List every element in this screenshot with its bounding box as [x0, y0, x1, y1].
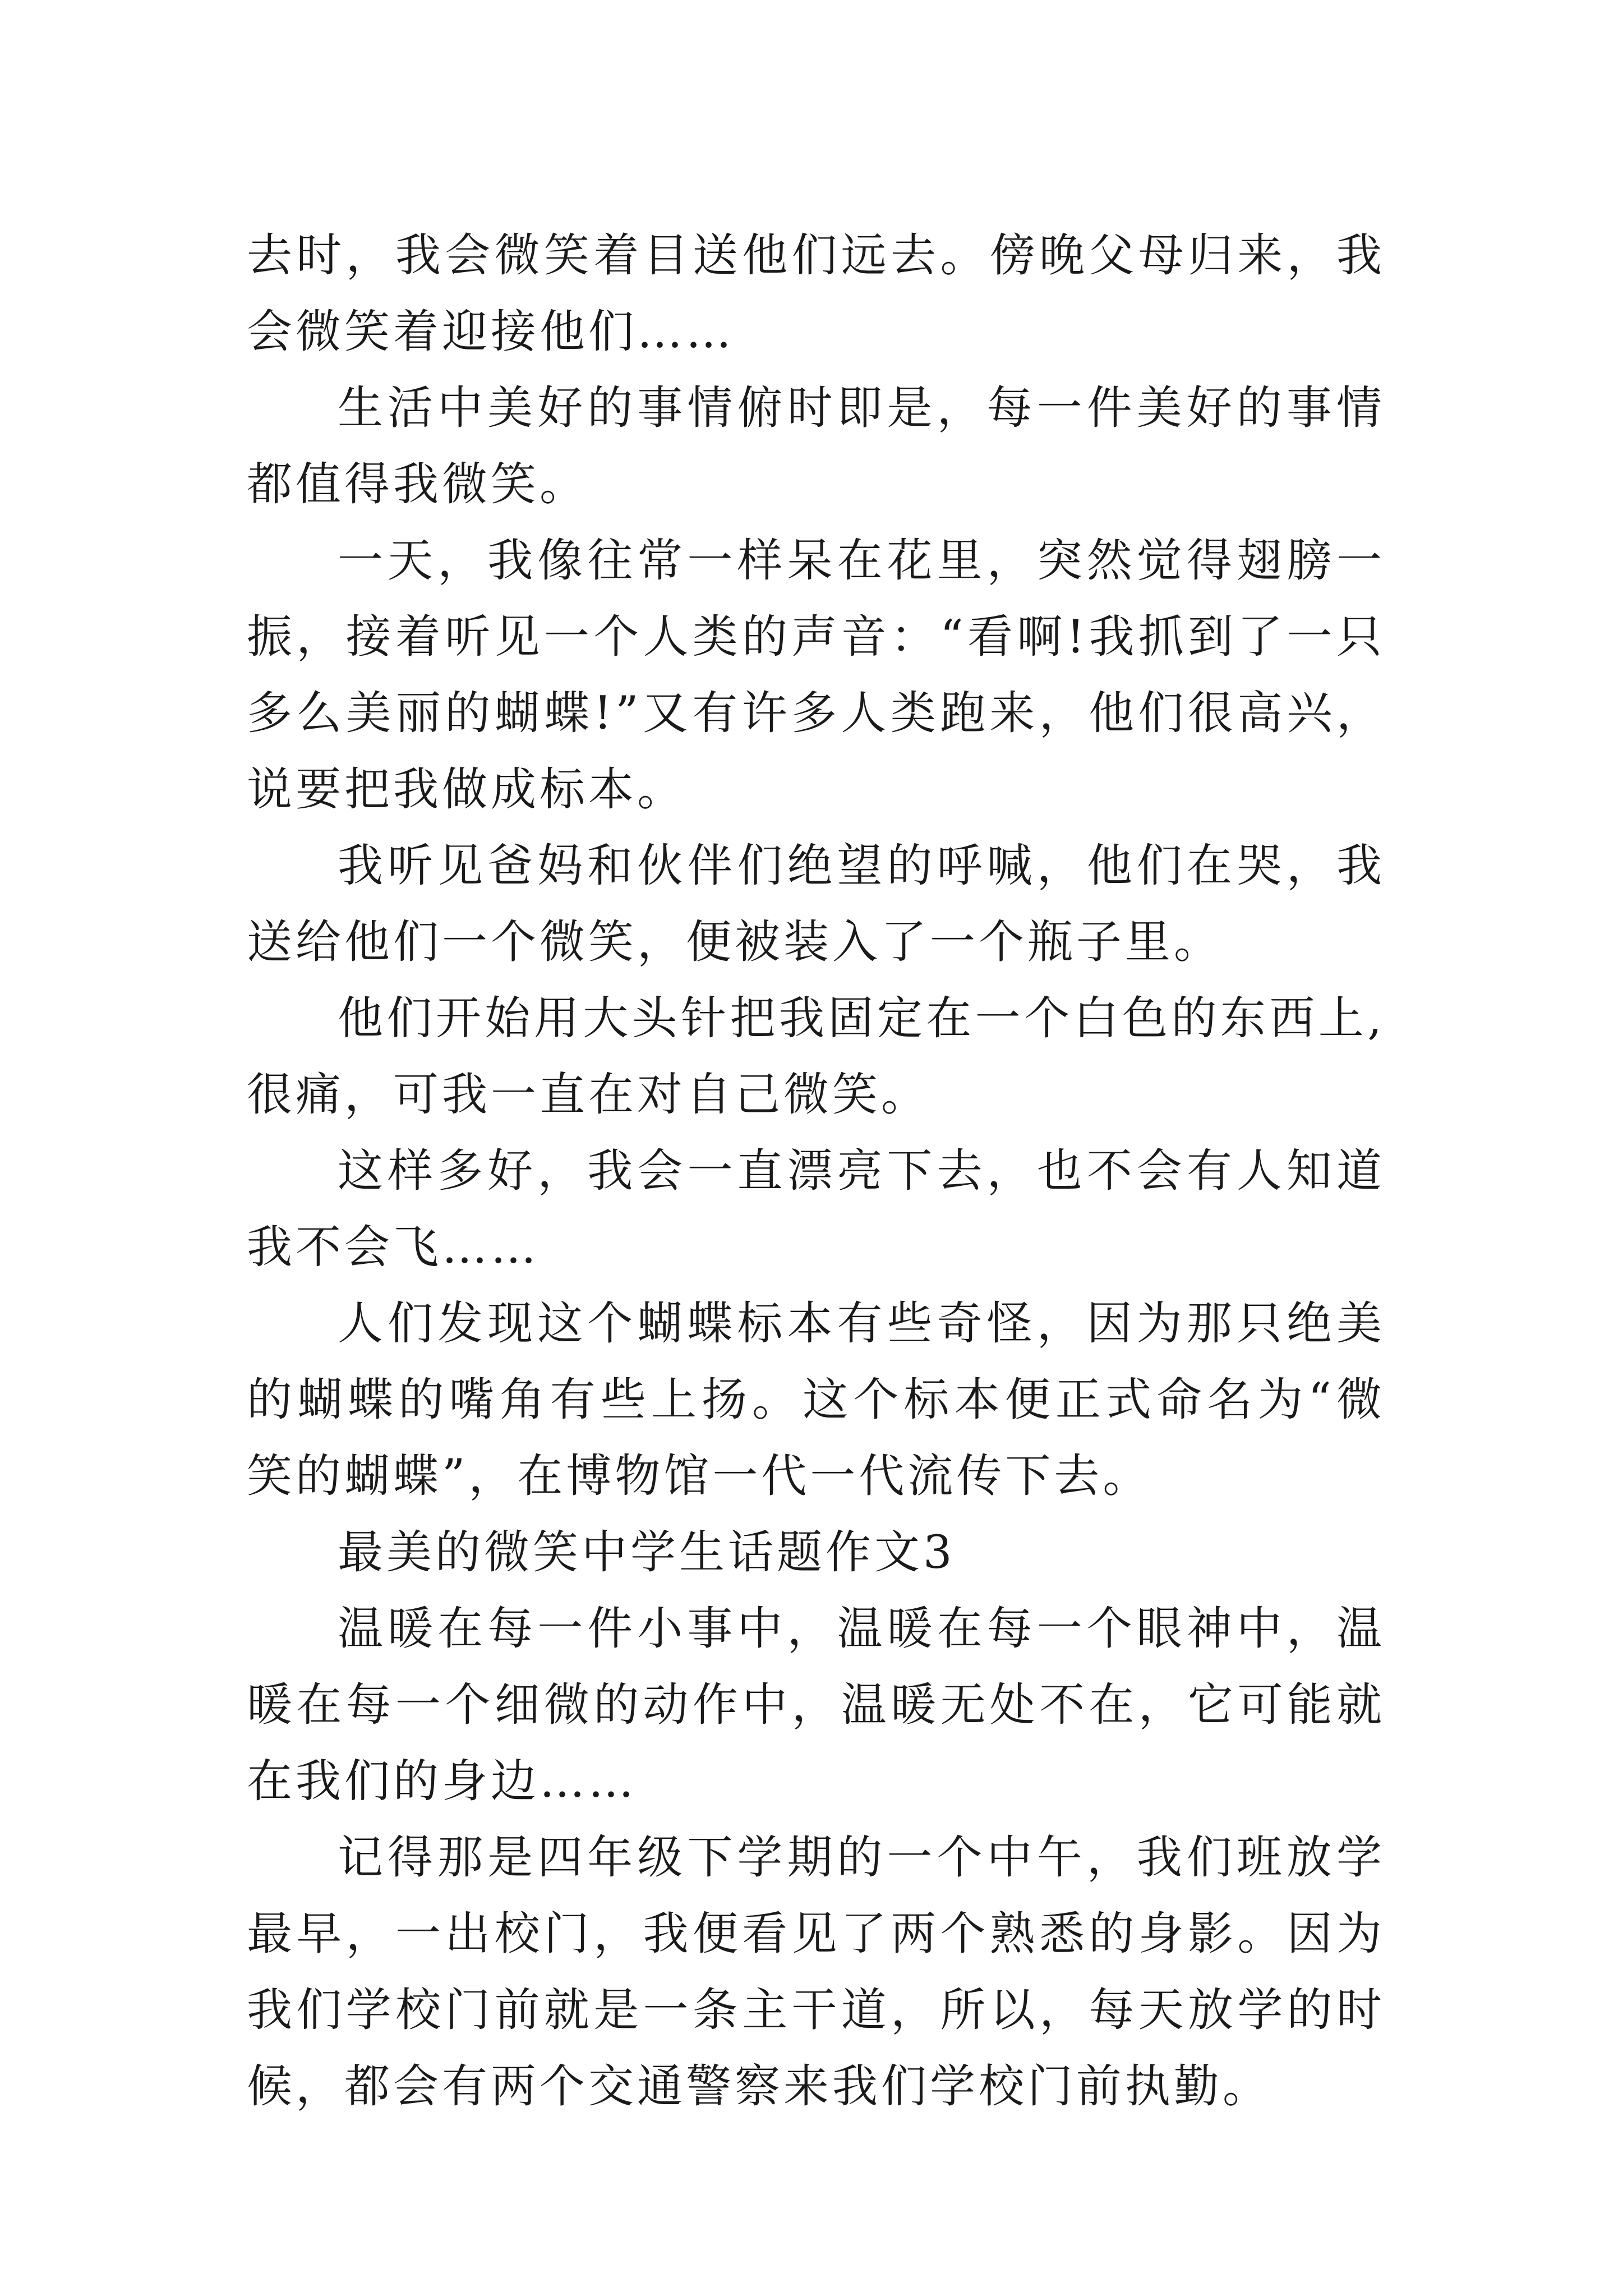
paragraph: 记得那是四年级下学期的一个中午，我们班放学最早，一出校门，我便看见了两个熟悉的身影。因为我们学校门前就是一条主干道，所以，每天放学的时候，都会有两个交通警察来我们学校门前执勤。 — [247, 1832, 1385, 2113]
paragraph: 人们发现这个蝴蝶标本有些奇怪，因为那只绝美的蝴蝶的嘴角有些上扬。这个标本便正式命名为“微笑的蝴蝶”，在博物馆一代一代流传下去。 — [247, 1297, 1385, 1503]
paragraph: 温暖在每一件小事中，温暖在每一个眼神中，温暖在每一个细微的动作中，温暖无处不在，它可能就在我们的身边…… — [247, 1603, 1385, 1808]
document-body — [247, 218, 1385, 2125]
paragraph: 这样多好，我会一直漂亮下去，也不会有人知道我不会飞…… — [247, 1145, 1385, 1274]
paragraph: 他们开始用大头针把我固定在一个白色的东西上,很痛，可我一直在对自己微笑。 — [247, 992, 1385, 1121]
paragraph: 生活中美好的事情俯时即是，每一件美好的事情都值得我微笑。 — [247, 382, 1385, 511]
section-heading: 最美的微笑中学生话题作文3 — [338, 1526, 956, 1579]
paragraph: 我听见爸妈和伙伴们绝望的呼喊，他们在哭，我送给他们一个微笑，便被装入了一个瓶子里。 — [247, 840, 1385, 969]
paragraph: 去时，我会微笑着目送他们远去。傍晚父母归来，我会微笑着迎接他们…… — [247, 229, 1385, 358]
paragraph: 一天，我像往常一样呆在花里，突然觉得翅膀一振，接着听见一个人类的声音：“看啊!我抓到了一只多么美丽的蝴蝶!”又有许多人类跑来，他们很高兴，说要把我做成标本。 — [247, 535, 1385, 816]
